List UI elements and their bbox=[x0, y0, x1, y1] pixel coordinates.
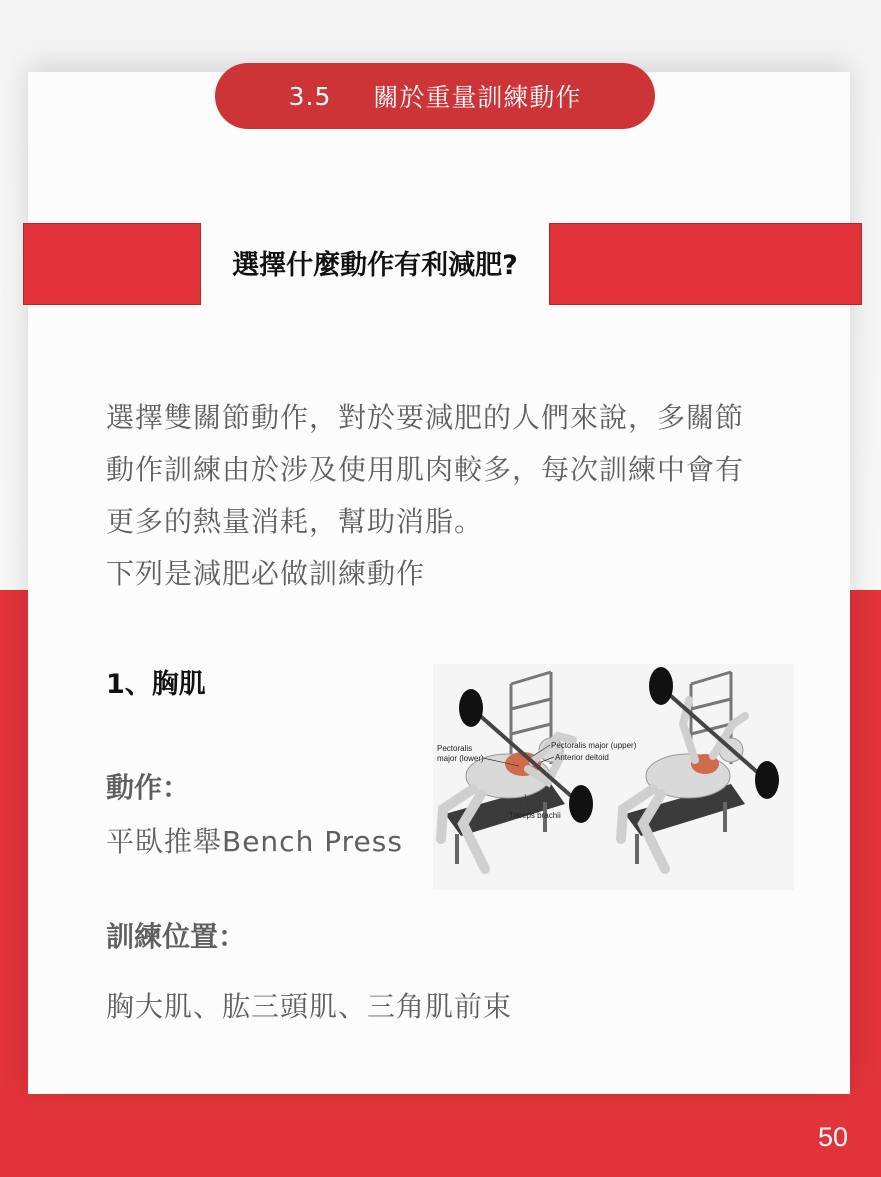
label-triceps: Triceps brachii bbox=[509, 811, 561, 820]
exercise-title: 1、胸肌 bbox=[106, 669, 206, 700]
list-intro: 下列是減肥必做訓練動作 bbox=[106, 557, 426, 590]
label-deltoid: Anterior deltoid bbox=[555, 753, 609, 762]
page-number: 50 bbox=[817, 1122, 848, 1152]
chapter-number: 3.5 bbox=[288, 81, 332, 111]
label-pec-upper: Pectoralis major (upper) bbox=[551, 741, 637, 750]
heading-band-left bbox=[23, 223, 201, 305]
label-pec-lower-2: major (lower) bbox=[437, 754, 484, 763]
left-plate-2 bbox=[569, 785, 593, 823]
heading-band-right bbox=[549, 223, 862, 305]
left-plate-1 bbox=[459, 689, 483, 727]
chapter-pill bbox=[215, 63, 655, 129]
action-label: 動作： bbox=[106, 771, 191, 804]
right-plate-1 bbox=[649, 667, 673, 705]
intro-paragraph: 選擇雙關節動作，對於要減肥的人們來說，多關節動作訓練由於涉及使用肌肉較多，每次訓練中會有更多的熱量消耗，幫助消脂。 bbox=[106, 401, 745, 538]
bench-press-illustration bbox=[433, 664, 794, 890]
chapter-title: 關於重量訓練動作 bbox=[373, 83, 582, 112]
section-heading: 選擇什麼動作有利減肥? bbox=[232, 250, 518, 281]
position-value: 胸大肌、肱三頭肌、三角肌前束 bbox=[106, 990, 513, 1023]
action-value: 平臥推舉Bench Press bbox=[106, 825, 403, 858]
position-label: 訓練位置： bbox=[106, 920, 247, 953]
right-plate-2 bbox=[755, 761, 779, 799]
label-pec-lower-1: Pectoralis bbox=[437, 744, 473, 753]
